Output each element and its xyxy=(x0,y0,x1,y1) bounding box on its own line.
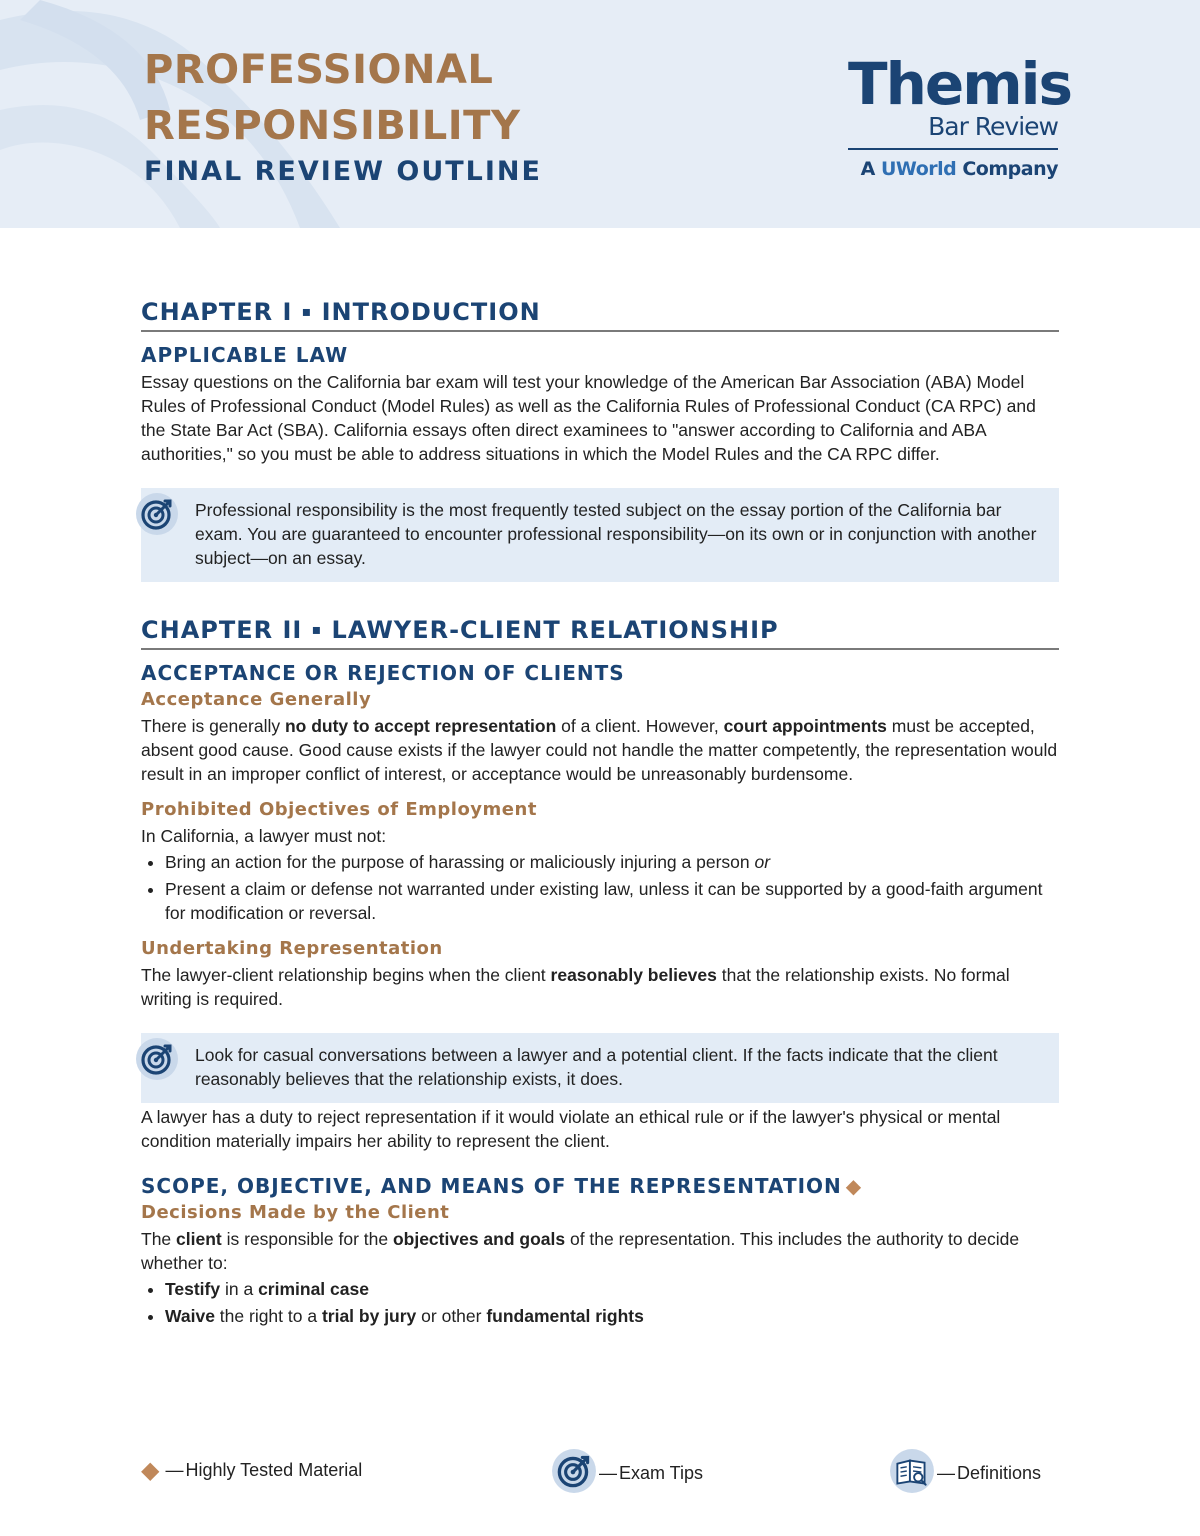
list-item xyxy=(165,1304,1059,1328)
chapter-title: INTRODUCTION xyxy=(321,298,541,326)
logo-divider xyxy=(848,148,1058,150)
section-applicable-law: APPLICABLE LAW xyxy=(141,343,349,367)
italic-term: or xyxy=(754,852,771,872)
logo-name: Themis xyxy=(848,50,1072,118)
logo-company-brand: UWorld xyxy=(881,158,957,180)
chapter-number: CHAPTER II xyxy=(141,616,303,644)
section-acceptance-rejection: ACCEPTANCE OR REJECTION OF CLIENTS xyxy=(141,661,625,685)
text-run: or other xyxy=(416,1306,487,1326)
text-run: The lawyer-client relationship begins when the client xyxy=(141,965,551,985)
exam-tip-box xyxy=(141,1033,1059,1103)
exam-tip-text: Professional responsibility is the most frequently tested subject on the essay portion of the California bar exam. You are guaranteed to encounter professional responsibility—on its own or in conjunction with another subject—on an essay. xyxy=(195,500,1037,568)
logo-company-suffix: Company xyxy=(956,158,1058,180)
section-scope-objective-means xyxy=(141,1173,1059,1199)
legend-definitions xyxy=(889,1448,1041,1499)
legend-highly-tested xyxy=(141,1456,362,1485)
themis-logo xyxy=(848,50,1072,180)
text-run: the right to a xyxy=(214,1306,322,1326)
subsection-undertaking-representation: Undertaking Representation xyxy=(141,938,443,959)
bold-term: no duty to accept representation xyxy=(284,716,557,736)
text-run: of a client. However, xyxy=(556,716,724,736)
text-run: must be accepted, absent good cause. Good cause exists if the lawyer could not handle the matter competently, the representation would result in an improper conflict of interest, or acceptance would be unreasonably burdensome. xyxy=(141,716,1058,784)
bold-term: Waive xyxy=(165,1306,215,1326)
legend-dash: — xyxy=(937,1463,955,1483)
title-line-2: RESPONSIBILITY xyxy=(144,103,521,149)
prohibited-intro: In California, a lawyer must not: xyxy=(141,826,387,846)
bold-term: client xyxy=(176,1229,222,1249)
acceptance-body xyxy=(141,714,1059,786)
section-title: SCOPE, OBJECTIVE, AND MEANS OF THE REPRESENTATION xyxy=(141,1174,842,1198)
logo-company xyxy=(848,158,1058,180)
legend-label: Definitions xyxy=(957,1463,1042,1483)
legend-label: Highly Tested Material xyxy=(185,1460,363,1480)
exam-tip-text: Look for casual conversations between a lawyer and a potential client. If the facts indicate that the client reasonably believes that the relationship exists, it does. xyxy=(195,1045,998,1089)
undertaking-body xyxy=(141,963,1059,1011)
outline-content xyxy=(141,298,1059,1331)
list-item xyxy=(165,1277,1059,1301)
title-line-1: PROFESSIONAL xyxy=(144,47,494,93)
bold-term: Testify xyxy=(165,1279,221,1299)
chapter-2-heading xyxy=(141,616,1059,650)
legend-footer xyxy=(141,1448,1059,1498)
text-run: is responsible for the xyxy=(221,1229,393,1249)
legend-exam-tips xyxy=(551,1448,703,1499)
list-item: • Present a claim or defense not warranted under existing law, unless it can be supported by a good-faith argument for modification or reversal. xyxy=(165,877,1059,925)
subsection-acceptance-generally: Acceptance Generally xyxy=(141,689,372,710)
bold-term: court appointments xyxy=(723,716,887,736)
legend-dash: — xyxy=(165,1460,184,1480)
duty-to-reject-body: A lawyer has a duty to reject representation if it would violate an ethical rule or if the lawyer's physical or mental condition materially impairs her ability to represent the client. xyxy=(141,1107,1001,1151)
legend-label: Exam Tips xyxy=(619,1463,704,1483)
applicable-law-body: Essay questions on the California bar exam will test your knowledge of the American Bar Association (ABA) Model Rules of Professional Conduct (Model Rules) as well as the California Rules of Professional Conduct (CA RPC) and the State Bar Act (SBA). California essays often direct examinees to "answer according to California and ABA authorities," so you must be able to address situations in which the Model Rules and the CA RPC differ. xyxy=(141,372,1036,464)
prohibited-list xyxy=(141,850,1059,925)
target-icon xyxy=(135,492,179,542)
bold-term: fundamental rights xyxy=(486,1306,644,1326)
decisions-body xyxy=(141,1227,1059,1275)
chapter-separator: ▪ xyxy=(311,622,323,638)
legend-dash: — xyxy=(599,1463,617,1483)
text-run: of the representation. This includes the authority to decide whether to: xyxy=(141,1229,1020,1273)
subsection-decisions-by-client: Decisions Made by the Client xyxy=(141,1202,450,1223)
diamond-icon: ◆ xyxy=(141,1457,160,1484)
logo-product: Bar Review xyxy=(928,112,1058,141)
subsection-prohibited-objectives: Prohibited Objectives of Employment xyxy=(141,799,537,820)
page-header xyxy=(0,0,1200,228)
highly-tested-diamond-icon: ◆ xyxy=(845,1174,863,1198)
bold-term: objectives and goals xyxy=(392,1229,566,1249)
exam-tip-box xyxy=(141,488,1059,582)
list-item xyxy=(165,850,1059,874)
bold-term: criminal case xyxy=(258,1279,369,1299)
chapter-title: LAWYER-CLIENT RELATIONSHIP xyxy=(331,616,779,644)
logo-company-prefix: A xyxy=(860,158,881,180)
chapter-separator: ▪ xyxy=(301,304,313,320)
text-run: Bring an action for the purpose of harassing or maliciously injuring a person xyxy=(165,852,755,872)
book-definitions-icon xyxy=(889,1448,935,1499)
bold-term: trial by jury xyxy=(321,1306,417,1326)
bold-term: reasonably believes xyxy=(550,965,717,985)
subtitle: FINAL REVIEW OUTLINE xyxy=(144,156,542,187)
chapter-number: CHAPTER I xyxy=(141,298,293,326)
target-icon xyxy=(135,1037,179,1087)
client-decisions-list xyxy=(141,1277,1059,1328)
chapter-1-heading xyxy=(141,298,1059,332)
title-block xyxy=(144,42,542,187)
target-icon xyxy=(551,1448,597,1499)
text-run: The xyxy=(141,1229,177,1249)
text-run: that the relationship exists. No formal writing is required. xyxy=(141,965,1010,1009)
text-run: There is generally xyxy=(141,716,285,736)
text-run: in a xyxy=(220,1279,259,1299)
